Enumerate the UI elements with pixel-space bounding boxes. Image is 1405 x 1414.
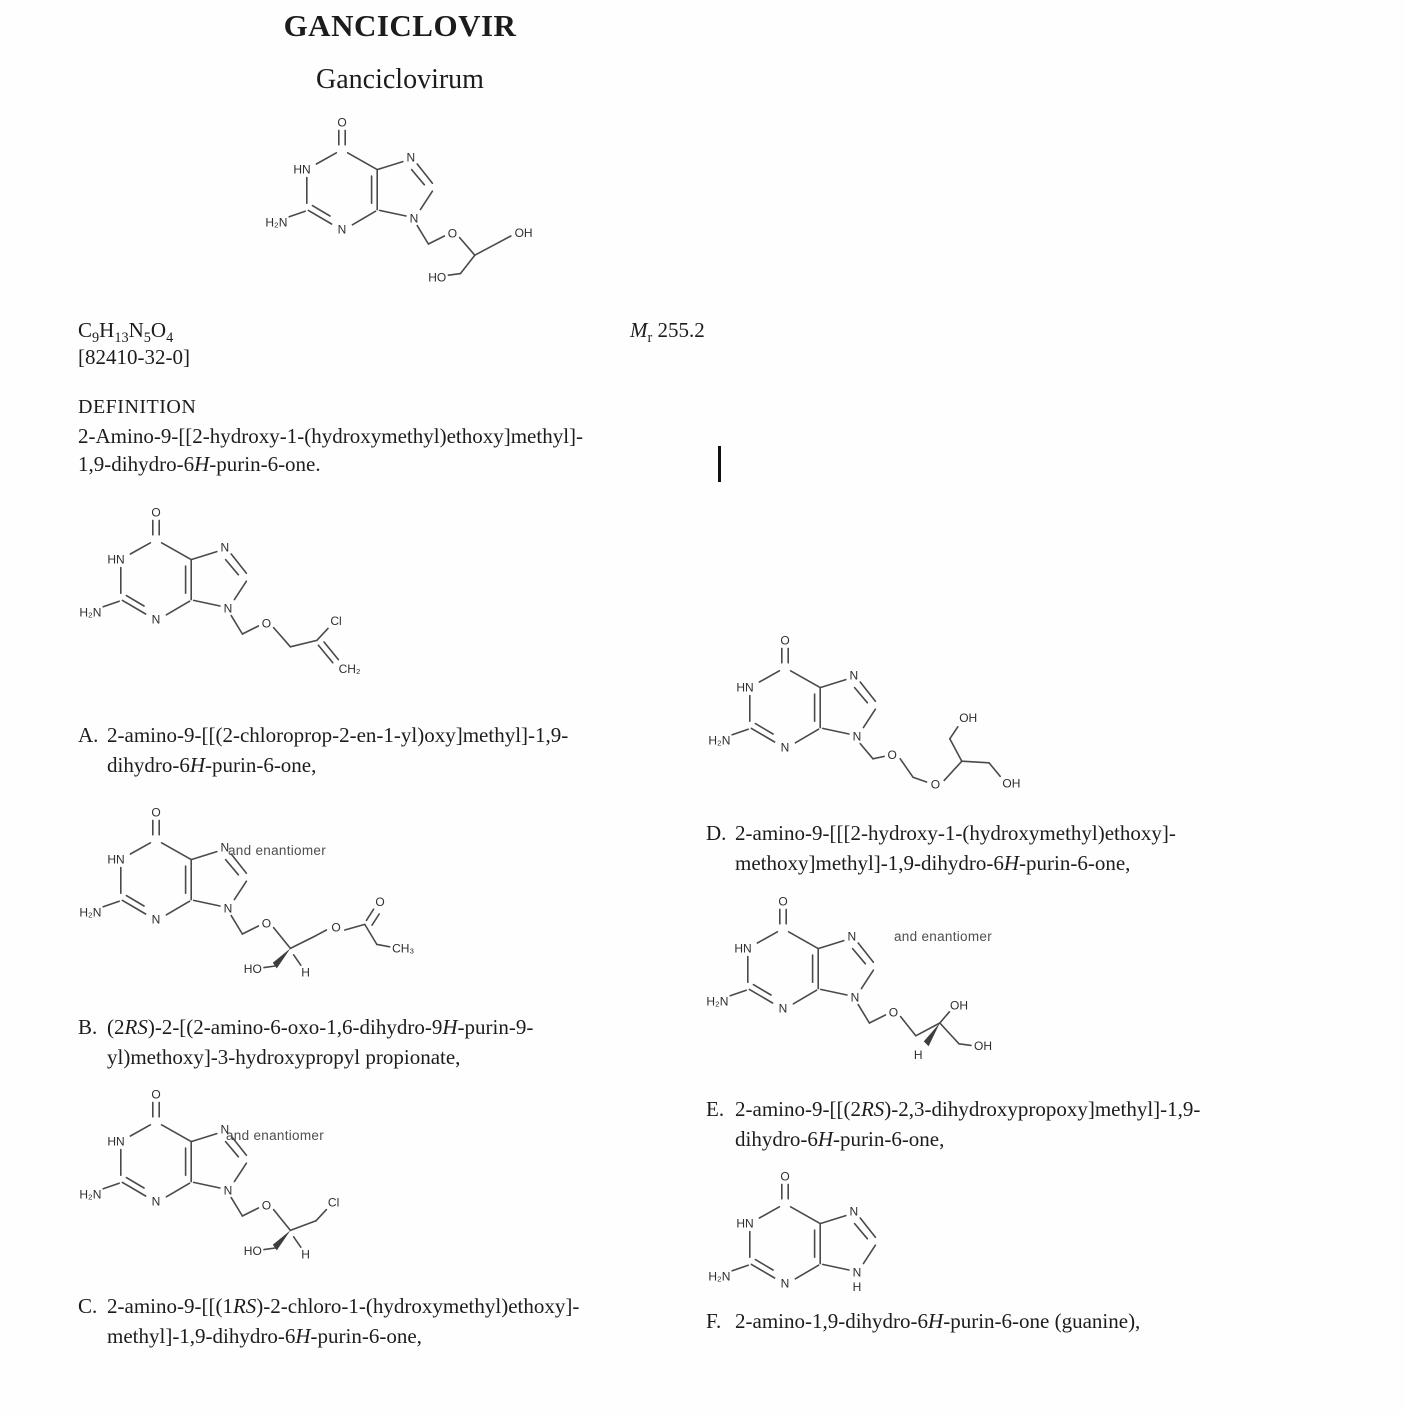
impurity-item-d bbox=[706, 818, 1351, 878]
impurity-name-line: yl)methoxy]-3-hydroxypropyl propionate, bbox=[107, 1045, 461, 1069]
svg-text:N: N bbox=[220, 1122, 230, 1137]
structure-impurity-d bbox=[705, 626, 1033, 811]
svg-text:OH: OH bbox=[950, 998, 968, 1013]
svg-text:H₂N: H₂N bbox=[79, 905, 102, 920]
impurity-name-line bbox=[706, 1306, 1351, 1336]
svg-text:H₂N: H₂N bbox=[708, 733, 731, 748]
svg-text:H: H bbox=[301, 965, 310, 980]
svg-text:O: O bbox=[261, 916, 272, 931]
svg-text:H₂N: H₂N bbox=[706, 994, 729, 1009]
svg-text:N: N bbox=[780, 740, 790, 755]
structure-impurity-b bbox=[76, 798, 428, 991]
svg-text:O: O bbox=[888, 1005, 899, 1020]
svg-text:N: N bbox=[849, 1204, 859, 1219]
impurity-name: 2-amino-9-[[(1RS)-2-chloro-1-(hydroxymethyl)ethoxy]- bbox=[107, 1294, 580, 1318]
svg-text:CH₃: CH₃ bbox=[392, 941, 415, 956]
svg-text:O: O bbox=[887, 747, 897, 762]
impurity-name: (2RS)-2-[(2-amino-6-oxo-1,6-dihydro-9H-purin-9- bbox=[107, 1015, 534, 1039]
structure-impurity-f bbox=[705, 1162, 897, 1307]
impurity-item-a bbox=[78, 720, 723, 780]
relative-molecular-mass: $M_r$ 255.2 bbox=[630, 318, 705, 347]
page-title: GANCICLOVIR bbox=[283, 8, 517, 43]
impurity-name: 2-amino-1,9-dihydro-6H-purin-6-one (guanine), bbox=[735, 1309, 1141, 1333]
svg-text:N: N bbox=[151, 912, 161, 927]
enantiomer-note: and enantiomer bbox=[894, 929, 993, 944]
impurity-name-line: dihydro-6H-purin-6-one, bbox=[735, 1127, 945, 1151]
svg-text:N: N bbox=[151, 1194, 161, 1209]
svg-text:HN: HN bbox=[107, 852, 125, 867]
impurity-item-b bbox=[78, 1012, 723, 1072]
impurity-item-f bbox=[706, 1306, 1351, 1336]
definition-line: 2-Amino-9-[[2-hydroxy-1-(hydroxymethyl)ethoxy]methyl]- bbox=[78, 424, 584, 448]
latin-title: Ganciclovirum bbox=[316, 64, 484, 95]
svg-text:Cl: Cl bbox=[330, 614, 342, 629]
impurity-label: C. bbox=[78, 1294, 98, 1318]
svg-text:H₂N: H₂N bbox=[79, 605, 102, 620]
svg-text:O: O bbox=[778, 894, 788, 909]
svg-text:OH: OH bbox=[959, 711, 978, 725]
svg-text:O: O bbox=[151, 805, 161, 820]
svg-text:HO: HO bbox=[243, 962, 262, 977]
svg-text:HN: HN bbox=[107, 552, 125, 567]
svg-text:N: N bbox=[223, 601, 233, 616]
structure-impurity-c bbox=[76, 1080, 364, 1273]
svg-text:HN: HN bbox=[734, 941, 752, 956]
impurity-name-line: dihydro-6H-purin-6-one, bbox=[107, 753, 317, 777]
impurity-name-line: methoxy]methyl]-1,9-dihydro-6H-purin-6-one, bbox=[735, 851, 1131, 875]
svg-text:O: O bbox=[151, 1087, 161, 1102]
svg-text:N: N bbox=[849, 668, 859, 683]
structure-impurity-e bbox=[703, 887, 1007, 1072]
impurity-label: D. bbox=[706, 821, 727, 845]
svg-text:HN: HN bbox=[736, 680, 754, 695]
svg-text:N: N bbox=[223, 901, 233, 916]
impurity-name-line bbox=[78, 720, 723, 750]
svg-text:H₂N: H₂N bbox=[708, 1269, 731, 1284]
svg-text:N: N bbox=[852, 1265, 862, 1280]
svg-text:CH₂: CH₂ bbox=[338, 662, 361, 677]
svg-text:N: N bbox=[151, 612, 161, 627]
svg-text:N: N bbox=[778, 1001, 788, 1016]
definition-line: 1,9-dihydro-6H-purin-6-one. bbox=[78, 452, 321, 476]
svg-text:H₂N: H₂N bbox=[265, 215, 288, 230]
svg-text:O: O bbox=[337, 115, 347, 130]
text-cursor bbox=[718, 446, 721, 482]
structure-impurity-a bbox=[76, 498, 372, 687]
impurity-label: F. bbox=[706, 1309, 722, 1333]
impurity-item-e bbox=[706, 1094, 1351, 1154]
impurity-label: B. bbox=[78, 1015, 98, 1039]
svg-text:O: O bbox=[261, 1198, 272, 1213]
svg-text:HO: HO bbox=[428, 270, 447, 285]
definition-heading: DEFINITION bbox=[78, 396, 197, 418]
svg-text:H: H bbox=[852, 1279, 862, 1294]
svg-text:N: N bbox=[852, 729, 862, 744]
structure-ganciclovir bbox=[262, 108, 542, 297]
svg-text:O: O bbox=[930, 777, 941, 792]
svg-text:H₂N: H₂N bbox=[79, 1187, 102, 1202]
svg-text:O: O bbox=[331, 920, 341, 935]
svg-text:N: N bbox=[337, 222, 347, 237]
svg-text:O: O bbox=[151, 505, 161, 520]
enantiomer-note: and enantiomer bbox=[226, 1128, 325, 1143]
svg-text:N: N bbox=[847, 929, 857, 944]
svg-text:N: N bbox=[223, 1183, 233, 1198]
svg-text:HN: HN bbox=[107, 1134, 125, 1149]
impurity-label: E. bbox=[706, 1097, 725, 1121]
svg-text:HO: HO bbox=[243, 1244, 262, 1259]
impurity-name-line bbox=[78, 1291, 723, 1321]
impurity-item-c bbox=[78, 1291, 723, 1351]
enantiomer-note: and enantiomer bbox=[228, 843, 327, 858]
svg-text:N: N bbox=[406, 150, 416, 165]
svg-text:N: N bbox=[850, 990, 860, 1005]
svg-text:O: O bbox=[447, 226, 458, 241]
impurity-name-line bbox=[706, 1094, 1351, 1124]
svg-text:OH: OH bbox=[514, 225, 533, 240]
cas-registry-number: [82410-32-0] bbox=[78, 345, 190, 369]
svg-text:HN: HN bbox=[293, 162, 311, 177]
svg-text:O: O bbox=[375, 895, 385, 909]
impurity-name-line bbox=[706, 818, 1351, 848]
svg-text:HN: HN bbox=[736, 1216, 754, 1231]
impurity-name-line: methyl]-1,9-dihydro-6H-purin-6-one, bbox=[107, 1324, 422, 1348]
impurity-label: A. bbox=[78, 723, 99, 747]
molecular-formula: $C_9H_{13}N_5O_4$ bbox=[78, 318, 174, 347]
impurity-name: 2-amino-9-[[(2RS)-2,3-dihydroxypropoxy]methyl]-1,9- bbox=[735, 1097, 1201, 1121]
svg-text:N: N bbox=[780, 1276, 790, 1291]
svg-text:N: N bbox=[220, 840, 230, 855]
svg-text:O: O bbox=[780, 1169, 790, 1184]
svg-text:N: N bbox=[220, 540, 230, 555]
impurity-name: 2-amino-9-[[[2-hydroxy-1-(hydroxymethyl)ethoxy]- bbox=[735, 821, 1176, 845]
svg-text:Cl: Cl bbox=[327, 1195, 340, 1210]
svg-text:O: O bbox=[780, 633, 790, 648]
svg-text:OH: OH bbox=[974, 1039, 992, 1054]
impurity-name-line bbox=[78, 1012, 723, 1042]
svg-text:H: H bbox=[913, 1048, 923, 1062]
svg-text:O: O bbox=[261, 616, 272, 631]
svg-text:N: N bbox=[409, 211, 419, 226]
svg-text:H: H bbox=[301, 1247, 310, 1262]
svg-text:OH: OH bbox=[1002, 776, 1021, 791]
impurity-name: 2-amino-9-[[(2-chloroprop-2-en-1-yl)oxy]methyl]-1,9- bbox=[107, 723, 569, 747]
